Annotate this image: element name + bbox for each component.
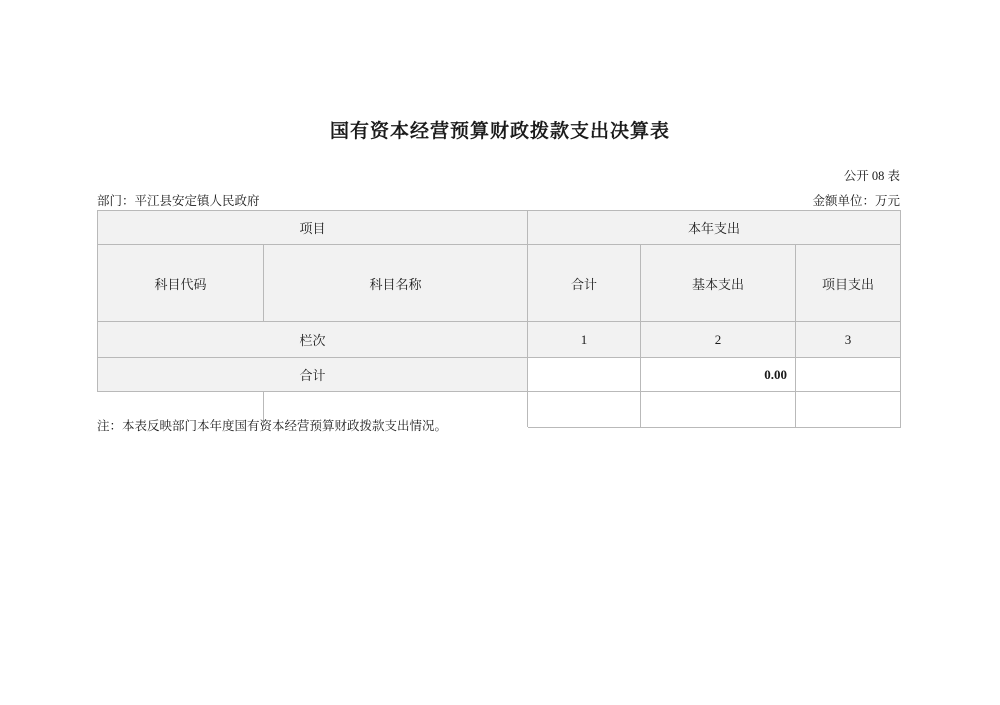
header-project: 项目 [98,211,528,245]
blank-cell-project [796,392,901,428]
column-number-2: 2 [641,322,796,358]
column-number-label: 栏次 [98,322,528,358]
form-code-label: 公开 08 表 [843,169,900,183]
table-header-columns-row [98,245,901,322]
header-subject-name: 科目名称 [264,245,528,322]
header-project-expenditure: 项目支出 [796,245,901,322]
page-title: 国有资本经营预算财政拨款支出决算表 [329,121,670,142]
header-total: 合计 [528,245,641,322]
total-row-project-value [796,358,901,392]
header-subject-code: 科目代码 [98,245,264,322]
table-header-group-row [98,211,901,245]
blank-cell-total [528,392,641,428]
budget-table [97,210,901,428]
amount-unit-label: 金额单位：万元 [812,194,900,208]
department-label: 部门：平江县安定镇人民政府 [97,194,260,208]
total-row-basic-value: 0.00 [641,358,796,392]
column-number-3: 3 [796,322,901,358]
table-column-number-row [98,322,901,358]
column-number-1: 1 [528,322,641,358]
header-basic-expenditure: 基本支出 [641,245,796,322]
total-row-total-value [528,358,641,392]
header-current-year-expenditure: 本年支出 [528,211,901,245]
total-row-label: 合计 [98,358,528,392]
table-total-row [98,358,901,392]
table-note: 注：本表反映部门本年度国有资本经营预算财政拨款支出情况。 [97,419,448,433]
blank-cell-basic [641,392,796,428]
